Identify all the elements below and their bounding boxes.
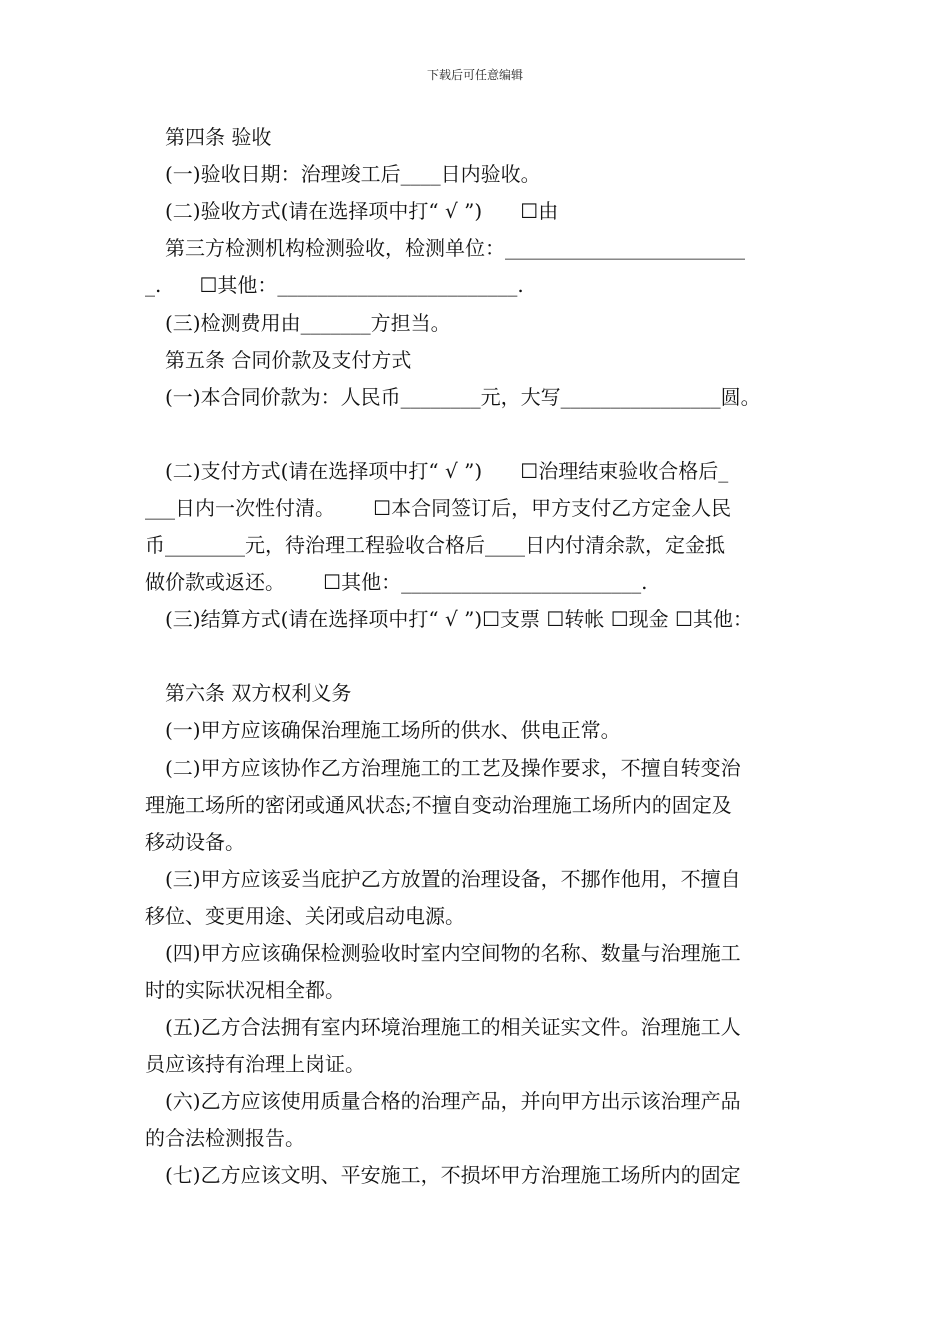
- article-5-heading: 第五条 合同价款及支付方式: [165, 348, 412, 372]
- article-6-heading: 第六条 双方权利义务: [165, 681, 352, 705]
- clause-5-2-cont-1: ___日内一次性付清。 ☐本合同签订后，甲方支付乙方定金人民: [145, 496, 732, 520]
- clause-5-2-cont-2: 币________元，待治理工程验收合格后____日内付清余款，定金抵: [145, 533, 725, 557]
- clause-6-3: (三)甲方应该妥当庇护乙方放置的治理设备，不挪作他用，不擅自: [165, 867, 741, 891]
- clause-6-5-cont: 员应该持有治理上岗证。: [145, 1052, 365, 1076]
- clause-4-1: (一)验收日期：治理竣工后____日内验收。: [165, 162, 541, 186]
- page-header-note: 下载后可任意编辑: [426, 68, 523, 82]
- clause-5-3: (三)结算方式(请在选择项中打“ √ ”)☐支票 ☐转帐 ☐现金 ☐其他：: [165, 607, 753, 631]
- clause-5-2: (二)支付方式(请在选择项中打“ √ ”) ☐治理结束验收合格后_: [165, 459, 729, 483]
- clause-5-2-cont-3: 做价款或返还。 ☐其他：________________________.: [145, 570, 648, 594]
- clause-6-4: (四)甲方应该确保检测验收时室内空间物的名称、数量与治理施工: [165, 941, 741, 965]
- clause-6-2: (二)甲方应该协作乙方治理施工的工艺及操作要求，不擅自转变治: [165, 756, 741, 780]
- clause-4-2: (二)验收方式(请在选择项中打“ √ ”) ☐由: [165, 199, 559, 223]
- clause-4-2-cont-2: _. ☐其他：________________________.: [145, 273, 524, 297]
- clause-4-2-cont-1: 第三方检测机构检测验收，检测单位：________________________: [165, 236, 745, 260]
- clause-6-6-cont: 的合法检测报告。: [145, 1126, 305, 1150]
- clause-6-5: (五)乙方合法拥有室内环境治理施工的相关证实文件。治理施工人: [165, 1015, 741, 1039]
- clause-4-3: (三)检测费用由_______方担当。: [165, 311, 451, 335]
- clause-6-2-cont-2: 移动设备。: [145, 830, 245, 854]
- clause-6-7: (七)乙方应该文明、平安施工，不损坏甲方治理施工场所内的固定: [165, 1163, 741, 1187]
- clause-5-1: (一)本合同价款为：人民币________元，大写________________圆。: [165, 385, 761, 409]
- clause-6-1: (一)甲方应该确保治理施工场所的供水、供电正常。: [165, 718, 621, 742]
- clause-6-3-cont: 移位、变更用途、关闭或启动电源。: [145, 904, 465, 928]
- clause-6-6: (六)乙方应该使用质量合格的治理产品，并向甲方出示该治理产品: [165, 1089, 741, 1113]
- article-4-heading: 第四条 验收: [165, 125, 272, 149]
- clause-6-2-cont-1: 理施工场所的密闭或通风状态;不擅自变动治理施工场所内的固定及: [145, 793, 732, 817]
- clause-6-4-cont: 时的实际状况相全都。: [145, 978, 345, 1002]
